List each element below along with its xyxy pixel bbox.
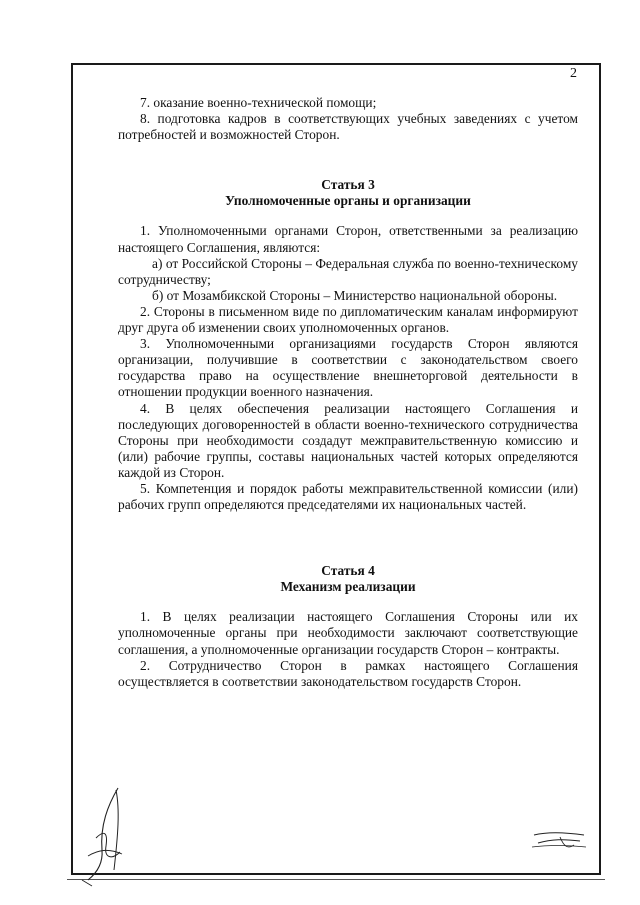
article-4-number: Статья 4 [321,563,375,579]
paragraph: 2. Сотрудничество Сторон в рамках настоящего Соглашения осуществляется в соответствии законодательством государств Сторон. [118,657,578,689]
article-4-title: Механизм реализации [280,579,416,595]
paragraph: 4. В целях обеспечения реализации настоящего Соглашения и последующих договоренностей в области военно-технического сотрудничества Стороны при необходимости создадут межправительственную комиссию и (или) рабочие группы, составы национальных частей которых определяются каждой из Сторон. [118,400,578,480]
article-3-number: Статья 3 [321,177,375,193]
paragraph: б) от Мозамбикской Стороны – Министерство национальной обороны. [152,287,558,303]
document-body [118,95,578,690]
paragraph: 1. В целях реализации настоящего Соглашения Стороны или их уполномоченные органы при необходимости заключают соответствующие соглашения, а уполномоченные организации государств Сторон – контракты. [118,609,578,657]
list-item: 7. оказание военно-технической помощи; [140,95,377,110]
list-item: 8. подготовка кадров в соответствующих учебных заведениях с учетом потребностей и возможностей Сторон. [118,111,578,143]
paragraph: а) от Российской Стороны – Федеральная служба по военно-техническому сотрудничеству; [118,255,578,287]
signature-right [530,825,590,855]
paragraph: 5. Компетенция и порядок работы межправительственной комиссии (или) рабочих групп определяются председателями их национальных частей. [118,480,578,513]
page-number: 2 [570,66,577,81]
signature-left [78,780,148,890]
paragraph: 1. Уполномоченными органами Сторон, ответственными за реализацию настоящего Соглашения, являются: [118,223,578,255]
article-3-title: Уполномоченные органы и организации [225,193,471,209]
paragraph: 2. Стороны в письменном виде по дипломатическим каналам информируют друг друга об изменении своих уполномоченных органов. [118,303,578,336]
paragraph: 3. Уполномоченными организациями государств Сторон являются организации, получившие в соответствии с законодательством своего государства право на осуществление внешнеторговой деятельности в отношении продукции военного назначения. [118,336,578,400]
